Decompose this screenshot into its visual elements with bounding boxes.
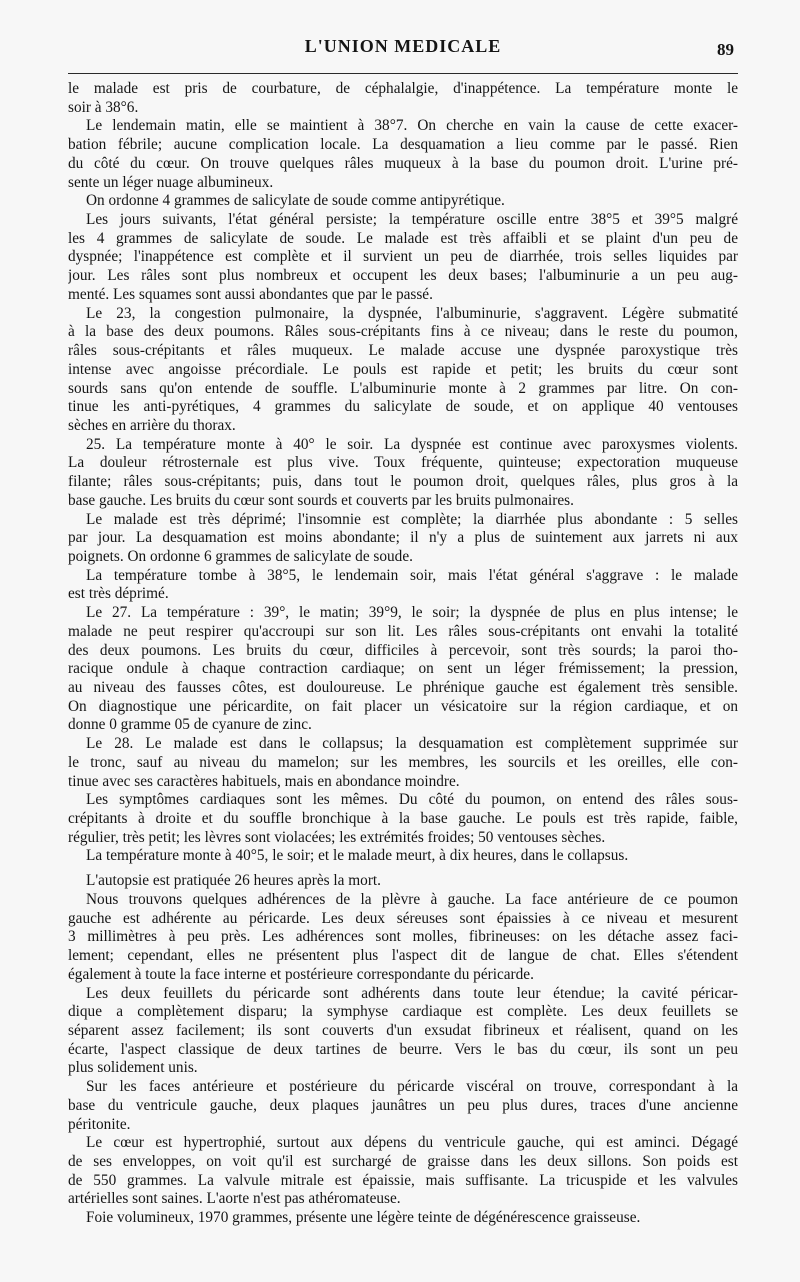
text-line: gauche est adhérente au péricarde. Les deux séreuses sont épaissies à ce niveau et mesurent bbox=[68, 909, 738, 927]
text-line: On ordonne 4 grammes de salicylate de soude comme antipyrétique. bbox=[86, 192, 505, 210]
text-line: intense avec angoisse précordiale. Le pouls est rapide et petit; les bruits du cœur sont bbox=[68, 360, 738, 378]
text-line: sente un léger nuage albumineux. bbox=[68, 173, 274, 191]
text-line: des deux poumons. Les bruits du cœur, difficiles à percevoir, sont très sourds; la paroi tho- bbox=[68, 641, 738, 659]
text-line: La douleur rétrosternale est plus vive. Toux fréquente, quinteuse; expectoration muqueuse bbox=[68, 454, 738, 472]
text-line: menté. Les squames sont aussi abondantes que par le passé. bbox=[68, 285, 433, 303]
text-line: tinue les anti-pyrétiques, 4 grammes du salicylate de soude, et on applique 40 ventouses bbox=[68, 398, 738, 416]
text-line: artérielles sont saines. L'aorte n'est pas athéromateuse. bbox=[68, 1190, 401, 1208]
text-line: du côté du cœur. On trouve quelques râles muqueux à la base du poumon droit. L'urine pré- bbox=[68, 154, 738, 172]
text-line: les 4 grammes de salicylate de soude. Le malade est très affaibli et se plaint d'un peu de bbox=[68, 229, 738, 247]
text-line: 3 millimètres à peu près. Les adhérences sont molles, fibrineuses: on les détache assez faci- bbox=[68, 928, 738, 946]
text-line: Sur les faces antérieure et postérieure du péricarde viscéral on trouve, correspondant à la bbox=[86, 1078, 738, 1096]
text-line: péritonite. bbox=[68, 1115, 131, 1133]
text-line: base du ventricule gauche, deux plaques jaunâtres un peu plus dures, traces d'une ancienne bbox=[68, 1096, 738, 1114]
text-line: Le malade est très déprimé; l'insomnie est complète; la diarrhée plus abondante : 5 selles bbox=[86, 510, 738, 528]
text-line: sèches en arrière du thorax. bbox=[68, 416, 236, 434]
text-line: donne 0 gramme 05 de cyanure de zinc. bbox=[68, 716, 312, 734]
text-line: Les deux feuillets du péricarde sont adhérents dans toute leur étendue; la cavité péricar- bbox=[86, 984, 738, 1002]
text-line: sourds sans qu'on entende de souffle. L'albuminurie monte à 2 grammes par litre. On con- bbox=[68, 379, 738, 397]
text-line: Les jours suivants, l'état général persiste; la température oscille entre 38°5 et 39°5 malgré bbox=[86, 211, 738, 229]
text-line: de 550 grammes. La valvule mitrale est épaissie, mais suffisante. La tricuspide et les valvules bbox=[68, 1171, 738, 1189]
text-line: de ses enveloppes, on voit qu'il est surchargé de graisse dans les deux sillons. Son poids est bbox=[68, 1152, 738, 1170]
text-line: Le lendemain matin, elle se maintient à 38°7. On cherche en vain la cause de cette exacer- bbox=[86, 117, 738, 135]
text-line: Le cœur est hypertrophié, surtout aux dépens du ventricule gauche, qui est aminci. Dégagé bbox=[86, 1134, 738, 1152]
text-line: L'autopsie est pratiquée 26 heures après la mort. bbox=[86, 872, 381, 890]
text-line: base gauche. Les bruits du cœur sont sourds et couverts par les bruits pulmonaires. bbox=[68, 491, 574, 509]
text-line: dyspnée; l'inappétence est complète et il survient un peu de diarrhée, trois selles liquides par bbox=[68, 248, 738, 266]
text-line: le malade est pris de courbature, de céphalalgie, d'inappétence. La température monte le bbox=[68, 80, 738, 97]
text-line: tinue avec ses caractères habituels, mais en abondance moindre. bbox=[68, 772, 460, 790]
text-line: malade ne peut respirer qu'accroupi sur son lit. Les râles sous-crépitants ont envahi la totalité bbox=[68, 622, 738, 640]
text-line: régulier, très petit; les lèvres sont violacées; les extrémités froides; 50 ventouses sèches. bbox=[68, 828, 606, 846]
text-line: Nous trouvons quelques adhérences de la plèvre à gauche. La face antérieure de ce poumon bbox=[86, 890, 738, 908]
text-line: au niveau des fausses côtes, est douloureuse. Le phrénique gauche est également très sensible. bbox=[68, 679, 738, 696]
text-line: La température monte à 40°5, le soir; et le malade meurt, à dix heures, dans le collapsus. bbox=[86, 847, 629, 865]
header-rule bbox=[68, 73, 738, 74]
text-line: crépitants à droite et du souffle bronchique à la base gauche. Le pouls est très rapide, faible, bbox=[68, 810, 738, 828]
text-line: filante; râles sous-crépitants; puis, dans tout le poumon droit, quelques râles, plus gros à la bbox=[68, 473, 738, 491]
text-line: bation fébrile; aucune complication locale. La desquamation a lieu comme par le passé. Rien bbox=[68, 136, 738, 154]
text-line: râles sous-crépitants et râles muqueux. Le malade accuse une dyspnée paroxystique très bbox=[68, 342, 738, 360]
text-line: par jour. La desquamation est moins abondante; il n'y a plus de suintement aux jarrets ni aux bbox=[68, 529, 738, 547]
text-line: Foie volumineux, 1970 grammes, présente une légère teinte de dégénérescence graisseuse. bbox=[86, 1209, 641, 1227]
body-text bbox=[68, 80, 738, 1228]
text-line: séparent assez facilement; ils sont couverts d'un exsudat fibrineux et réalisent, quand on les bbox=[68, 1021, 738, 1039]
text-line: écarte, l'aspect classique de deux tartines de beurre. Vers le bas du cœur, ils sont un peu bbox=[68, 1040, 738, 1058]
text-line: Les symptômes cardiaques sont les mêmes. Du côté du poumon, on entend des râles sous- bbox=[86, 791, 738, 809]
text-line: est très déprimé. bbox=[68, 585, 169, 603]
text-line: Le 28. Le malade est dans le collapsus; la desquamation est complètement supprimée sur bbox=[86, 735, 738, 753]
running-title: L'UNION MEDICALE bbox=[304, 36, 502, 56]
text-line: La température tombe à 38°5, le lendemain soir, mais l'état général s'aggrave : le malade bbox=[86, 566, 738, 584]
text-line: lement; cependant, elles ne présentent plus l'aspect dit de langue de chat. Elles s'étendent bbox=[68, 947, 738, 965]
text-line: 25. La température monte à 40° le soir. La dyspnée est continue avec paroxysmes violents. bbox=[86, 435, 738, 453]
text-line: à la base des deux poumons. Râles sous-crépitants fins à ce niveau; dans le reste du poumon, bbox=[68, 323, 738, 341]
text-line: Le 23, la congestion pulmonaire, la dyspnée, l'albuminurie, s'aggravent. Légère submatité bbox=[86, 304, 738, 322]
text-line: racique ondule à chaque contraction cardiaque; on sent un léger frémissement; la pression, bbox=[68, 660, 738, 678]
page-header bbox=[68, 34, 738, 68]
text-line: plus solidement unis. bbox=[68, 1059, 198, 1077]
text-line: Le 27. La température : 39°, le matin; 39°9, le soir; la dyspnée de plus en plus intense; le bbox=[86, 604, 738, 622]
text-line: dique a complètement disparu; la symphyse cardiaque est complète. Les deux feuillets se bbox=[68, 1003, 738, 1021]
text-line: également à toute la face interne et postérieure correspondante du péricarde. bbox=[68, 965, 534, 983]
text-line: jour. Les râles sont plus nombreux et occupent les deux bases; l'albuminurie a un peu aug- bbox=[68, 267, 738, 285]
text-line: On diagnostique une péricardite, on fait placer un vésicatoire sur la région cardiaque, et on bbox=[68, 697, 738, 715]
text-line: soir à 38°6. bbox=[68, 98, 139, 116]
text-line: le tronc, sauf au niveau du mamelon; sur les membres, les sourcils et les oreilles, elle con- bbox=[68, 753, 738, 771]
text-line: poignets. On ordonne 6 grammes de salicylate de soude. bbox=[68, 547, 413, 565]
page-number: 89 bbox=[717, 40, 734, 59]
